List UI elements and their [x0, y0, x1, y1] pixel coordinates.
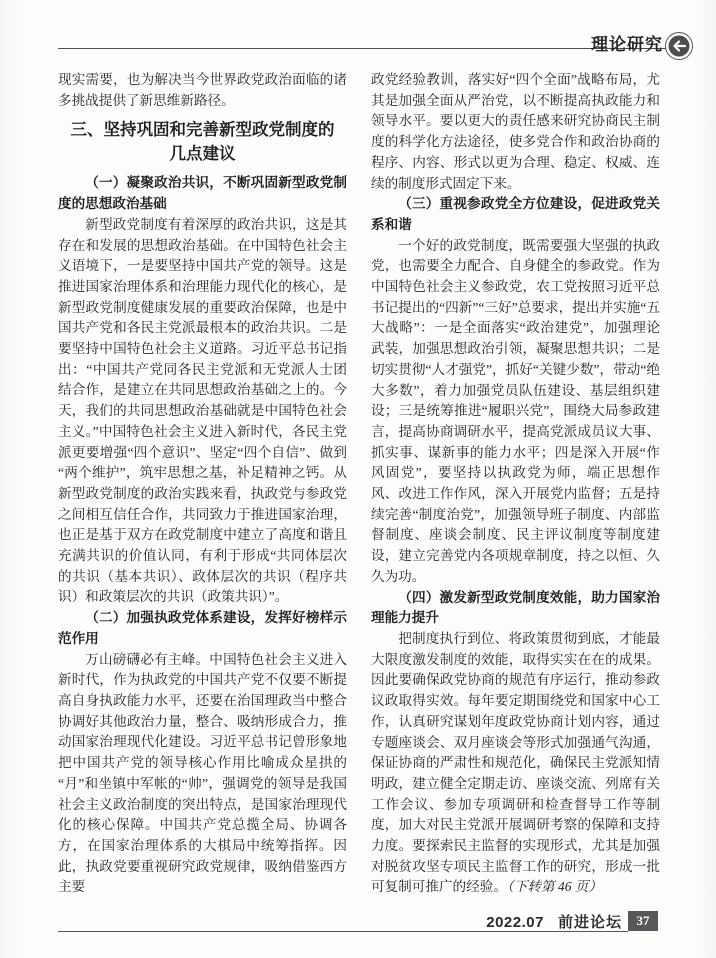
back-arrow-circle-icon: [664, 31, 694, 61]
footer-text: [400, 911, 622, 932]
paragraph-continued: 现实需要，也为解决当今世界政党政治面临的诸多挑战提供了新思维新路径。: [58, 72, 347, 108]
paragraph-text: 把制度执行到位、将政策贯彻到底，才能最大限度激发制度的效能，取得实实在在的成果。因此要确保政党协商的规范有序运行，推动参政议政取得实效。每年要定期围绕党和国家中心工作，认真研究谋划年度政党协商计划内容，通过专题座谈会、双月座谈会等形式加强通气沟通，保证协商的严肃性和规范化，确保民主党派知情明政，建立健全定期走访、座谈交流、列席有关工作会议、参加专项调研和检查督导工作等制度，加大对民主党派开展调研考察的保障和支持力度。要探索民主监督的实现形式，尤其是加强对脱贫攻坚专项民主监督工作的研究，形成一批可复制可推广的经验。: [371, 630, 660, 895]
section-heading: 三、坚持巩固和完善新型政党制度的几点建议: [70, 121, 335, 164]
subsection-heading-4: （四）激发新型政党制度效能，助力国家治理能力提升: [371, 589, 660, 626]
subsection-heading-1: （一）凝聚政治共识，不断巩固新型政党制度的思想政治基础: [58, 175, 347, 212]
paragraph: 新型政党制度有着深厚的政治共识，这是其存在和发展的思想政治基础。在中国特色社会主义语境下，一是要坚持中国共产党的领导。这是推进国家治理体系和治理能力现代化的核心，是新型政党制度健康发展的重要政治保障，也是中国共产党和各民主党派最根本的政治共识。二是要坚持中国特色社会主义道路。习近平总书记指出：“中国共产党同各民主党派和无党派人士团结合作，是建立在共同思想政治基础之上的。今天，我们的共同思想政治基础就是中国特色社会主义。”中国特色社会主义进入新时代，各民主党派更要增强“四个意识”、坚定“四个自信”、做到“两个维护”，筑牢思想之基，补足精神之钙。从新型政党制度的政治实践来看，执政党与参政党之间相互信任合作，共同致力于推进国家治理，也正是基于双方在政党制度中建立了高度和谐且充满共识的价值认同，有利于形成“共同体层次的共识（基本共识）、政体层次的共识（程序共识）和政策层次的共识（政策共识）”。: [58, 216, 347, 605]
paragraph: [371, 629, 660, 898]
left-column: [58, 70, 347, 898]
continuation-note: （下转第 46 页）: [506, 879, 603, 895]
subsection-heading-3: （三）重视参政党全方位建设，促进政党关系和谐: [371, 196, 660, 232]
paragraph-continued: 政党经验教训，落实好“四个全面”战略布局，尤其是加强全面从严治党，以不断提高执政能力和领导水平。要以更大的责任感来研究协商民主制度的科学化方法途径，使多党合作和政治协商的程序、内容、形式以更为合理、稳定、权威、连续的制度形式固定下来。: [371, 72, 660, 191]
subsection-heading-2: （二）加强执政党体系建设，发挥好榜样示范作用: [58, 610, 347, 646]
right-column: [371, 70, 660, 898]
section-label: 理论研究: [591, 35, 663, 54]
journal-name: 前进论坛: [557, 914, 622, 931]
paragraph: 一个好的政党制度，既需要强大坚强的执政党，也需要全力配合、自身健全的参政党。作为中国特色社会主义参政党，农工党按照习近平总书记提出的“四新”“三好”总要求，提出并实施“五大战略”：一是全面落实“政治建党”，加强理论武装，加强思想政治引领，凝聚思想共识；二是切实贯彻“人才强党”，抓好“关键少数”，带动“绝大多数”，着力加强党员队伍建设、基层组织建设；三是统筹推进“履职兴党”，围绕大局参政建言，提高协商调研水平，提高党派成员议大事、抓实事、谋新事的能力水平；四是深入开展“作风固党”，要坚持以执政党为师，端正思想作风、改进工作作风，深入开展党内监督；五是持续完善“制度治党”，加强领导班子制度、内部监督制度、座谈会制度、民主评议制度等制度建设，建立完善党内各项规章制度，持之以恒、久久为功。: [371, 237, 660, 584]
issue-date: 2022.07: [486, 914, 544, 931]
header-rule: [58, 48, 666, 49]
page-number-badge: 37: [628, 911, 658, 931]
paragraph: 万山磅礴必有主峰。中国特色社会主义进入新时代，作为执政党的中国共产党不仅要不断提高自身执政能力水平，还要在治国理政当中整合协调好其他政治力量，整合、吸纳形成合力，推动国家治理现代化建设。习近平总书记曾形象地把中国共产党的领导核心作用比喻成众星拱的“月”和坐镇中军帐的“帅”，强调党的领导是我国社会主义政治制度的突出特点，是国家治理现代化的核心保障。中国共产党总揽全局、协调各方，在国家治理体系的大棋局中统筹指挥。因此，执政党要重视研究政党规律，吸纳借鉴西方主要: [58, 651, 347, 895]
